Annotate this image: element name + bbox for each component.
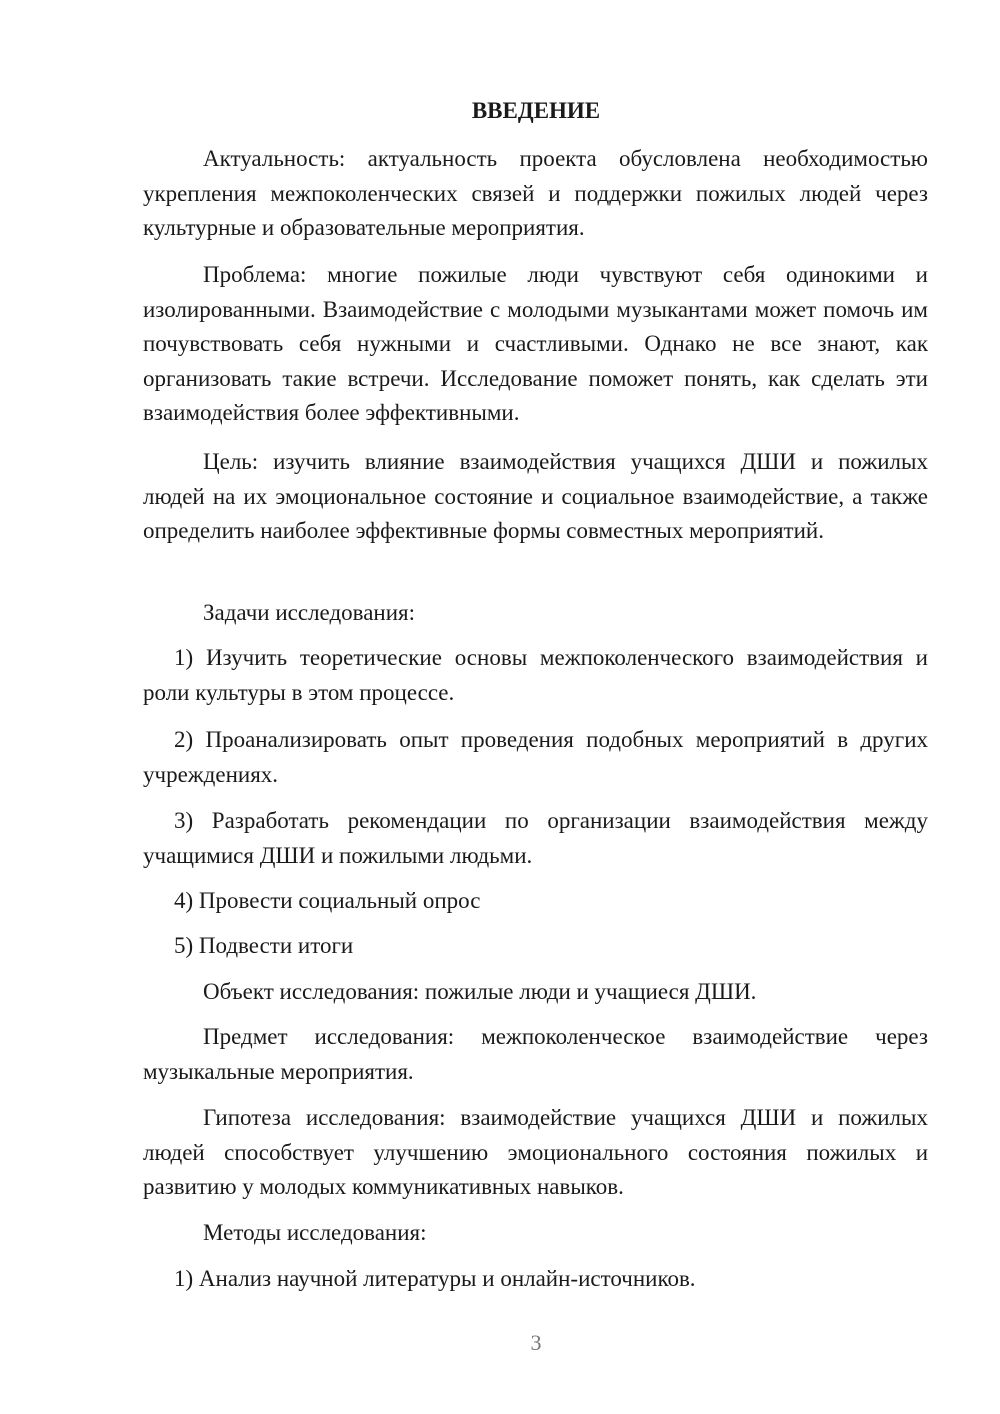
task-item-5: 5) Подвести итоги — [174, 933, 354, 958]
method-item-1: 1) Анализ научной литературы и онлайн-источников. — [174, 1266, 696, 1291]
goal-paragraph: Цель: изучить влияние взаимодействия учащихся ДШИ и пожилых людей на их эмоциональное состояние и социальное взаимодействие, а также определить наиболее эффективные формы совместных мероприятий. — [143, 449, 928, 543]
task-item-3: 3) Разработать рекомендации по организации взаимодействия между учащимися ДШИ и пожилыми людьми. — [143, 808, 928, 868]
task-item-4: 4) Провести социальный опрос — [174, 888, 481, 913]
tasks-heading: Задачи исследования: — [203, 600, 416, 625]
task-item-1: 1) Изучить теоретические основы межпоколенческого взаимодействия и роли культуры в этом процессе. — [143, 645, 928, 705]
object-paragraph: Объект исследования: пожилые люди и учащиеся ДШИ. — [203, 979, 757, 1004]
task-item-2: 2) Проанализировать опыт проведения подобных мероприятий в других учреждениях. — [143, 727, 928, 787]
page-number: 3 — [530, 1330, 542, 1355]
methods-heading: Методы исследования: — [203, 1220, 427, 1245]
subject-paragraph: Предмет исследования: межпоколенческое взаимодействие через музыкальные мероприятия. — [143, 1024, 928, 1084]
hypothesis-paragraph: Гипотеза исследования: взаимодействие учащихся ДШИ и пожилых людей способствует улучшению эмоционального состояния пожилых и развитию у молодых коммуникативных навыков. — [143, 1105, 928, 1199]
page-title: ВВЕДЕНИЕ — [471, 98, 601, 123]
problem-paragraph: Проблема: многие пожилые люди чувствуют себя одинокими и изолированными. Взаимодействие с молодыми музыкантами может помочь им почувствовать себя нужными и счастливыми. Однако не все знают, как организовать такие встречи. Исследование поможет понять, как сделать эти взаимодействия более эффективными. — [143, 262, 928, 425]
relevance-paragraph: Актуальность: актуальность проекта обусловлена необходимостью укрепления межпоколенческих связей и поддержки пожилых людей через культурные и образовательные мероприятия. — [143, 146, 928, 240]
